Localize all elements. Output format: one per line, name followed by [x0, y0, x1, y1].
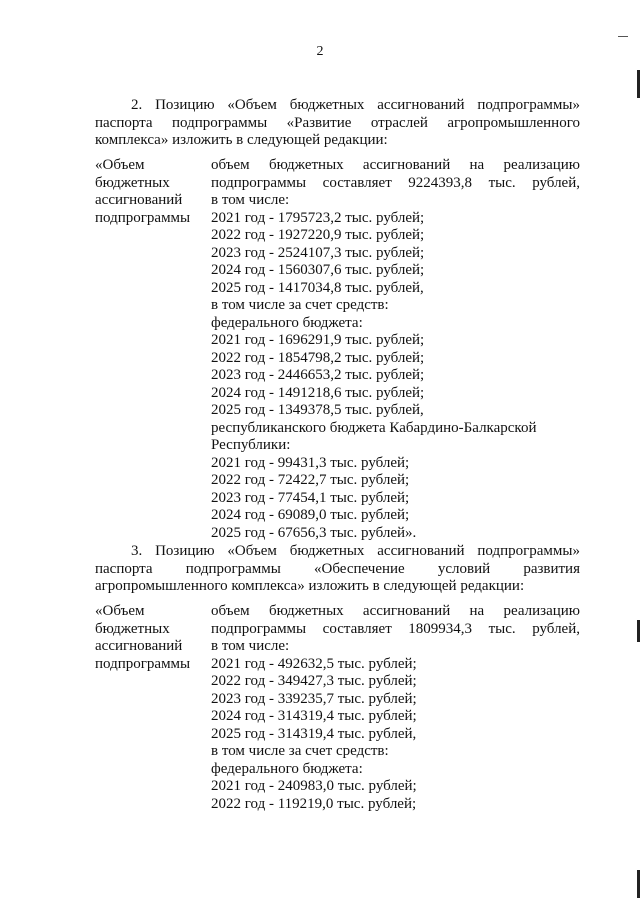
funding-line: 2024 год - 1491218,6 тыс. рублей; — [211, 384, 425, 401]
funding-line: 2022 год - 72422,7 тыс. рублей; — [211, 472, 410, 488]
funding-line: федерального бюджета: — [211, 760, 363, 777]
funding-line: подпрограммы составляет 9224393,8 тыс. рублей, — [211, 174, 580, 191]
funding-line: 2024 год - 314319,4 тыс. рублей; — [211, 708, 417, 724]
funding-line: 2021 год - 492632,5 тыс. рублей; — [211, 655, 417, 672]
section-3-position-label — [95, 603, 205, 673]
section-2-paragraph — [95, 97, 580, 150]
paragraph-line: паспорта подпрограммы «Обеспечение условий развития — [95, 560, 580, 577]
label-line: ассигнований — [95, 638, 183, 654]
funding-line: 2022 год - 119219,0 тыс. рублей; — [211, 795, 417, 812]
section-2-position-label — [95, 157, 205, 227]
section-3-paragraph — [95, 543, 580, 596]
funding-line: в том числе за счет средств: — [211, 297, 389, 313]
funding-line: 2025 год - 1417034,8 тыс. рублей, — [211, 279, 424, 296]
paragraph-line: 3. Позицию «Объем бюджетных ассигнований подпрограммы» — [131, 543, 580, 559]
funding-line: 2023 год - 2446653,2 тыс. рублей; — [211, 367, 425, 383]
label-line: подпрограммы — [95, 655, 191, 672]
label-line: «Объем — [95, 157, 145, 173]
funding-line: 2023 год - 2524107,3 тыс. рублей; — [211, 244, 425, 261]
funding-line: 2021 год - 99431,3 тыс. рублей; — [211, 454, 410, 471]
funding-line: республиканского бюджета Кабардино-Балкарской — [211, 419, 537, 436]
funding-line: в том числе: — [211, 638, 290, 654]
paragraph-line: паспорта подпрограммы «Развитие отраслей агропромышленного — [95, 114, 580, 131]
paragraph-line: 2. Позицию «Объем бюджетных ассигнований подпрограммы» — [131, 97, 580, 113]
funding-line: объем бюджетных ассигнований на реализацию — [211, 157, 580, 173]
funding-line: Республики: — [211, 437, 291, 453]
funding-line: 2024 год - 69089,0 тыс. рублей; — [211, 507, 410, 523]
label-line: бюджетных — [95, 174, 170, 191]
funding-line: 2022 год - 1927220,9 тыс. рублей; — [211, 227, 425, 243]
funding-line: 2025 год - 67656,3 тыс. рублей». — [211, 524, 417, 541]
section-2-funding-text — [211, 157, 580, 542]
page-number: 2 — [316, 44, 324, 59]
funding-line: в том числе за счет средств: — [211, 743, 389, 759]
funding-line: 2025 год - 1349378,5 тыс. рублей, — [211, 402, 424, 418]
funding-line: 2024 год - 1560307,6 тыс. рублей; — [211, 262, 425, 278]
funding-line: 2023 год - 77454,1 тыс. рублей; — [211, 489, 410, 506]
section-3-funding-text — [211, 603, 580, 813]
scan-corner-mark — [618, 36, 628, 37]
label-line: ассигнований — [95, 192, 183, 208]
funding-line: в том числе: — [211, 192, 290, 208]
funding-line: 2021 год - 1795723,2 тыс. рублей; — [211, 209, 425, 226]
funding-line: федерального бюджета: — [211, 314, 363, 331]
funding-line: подпрограммы составляет 1809934,3 тыс. рублей, — [211, 620, 580, 637]
funding-line: 2022 год - 349427,3 тыс. рублей; — [211, 673, 417, 689]
label-line: подпрограммы — [95, 209, 191, 226]
paragraph-line: агропромышленного комплекса» изложить в следующей редакции: — [95, 578, 525, 594]
label-line: бюджетных — [95, 620, 170, 637]
funding-line: 2025 год - 314319,4 тыс. рублей, — [211, 725, 417, 742]
paragraph-line: комплекса» изложить в следующей редакции: — [95, 132, 388, 148]
funding-line: 2022 год - 1854798,2 тыс. рублей; — [211, 349, 425, 366]
label-line: «Объем — [95, 603, 145, 619]
funding-line: 2021 год - 1696291,9 тыс. рублей; — [211, 332, 425, 348]
funding-line: 2021 год - 240983,0 тыс. рублей; — [211, 778, 417, 794]
funding-line: объем бюджетных ассигнований на реализацию — [211, 603, 580, 619]
funding-line: 2023 год - 339235,7 тыс. рублей; — [211, 690, 417, 707]
